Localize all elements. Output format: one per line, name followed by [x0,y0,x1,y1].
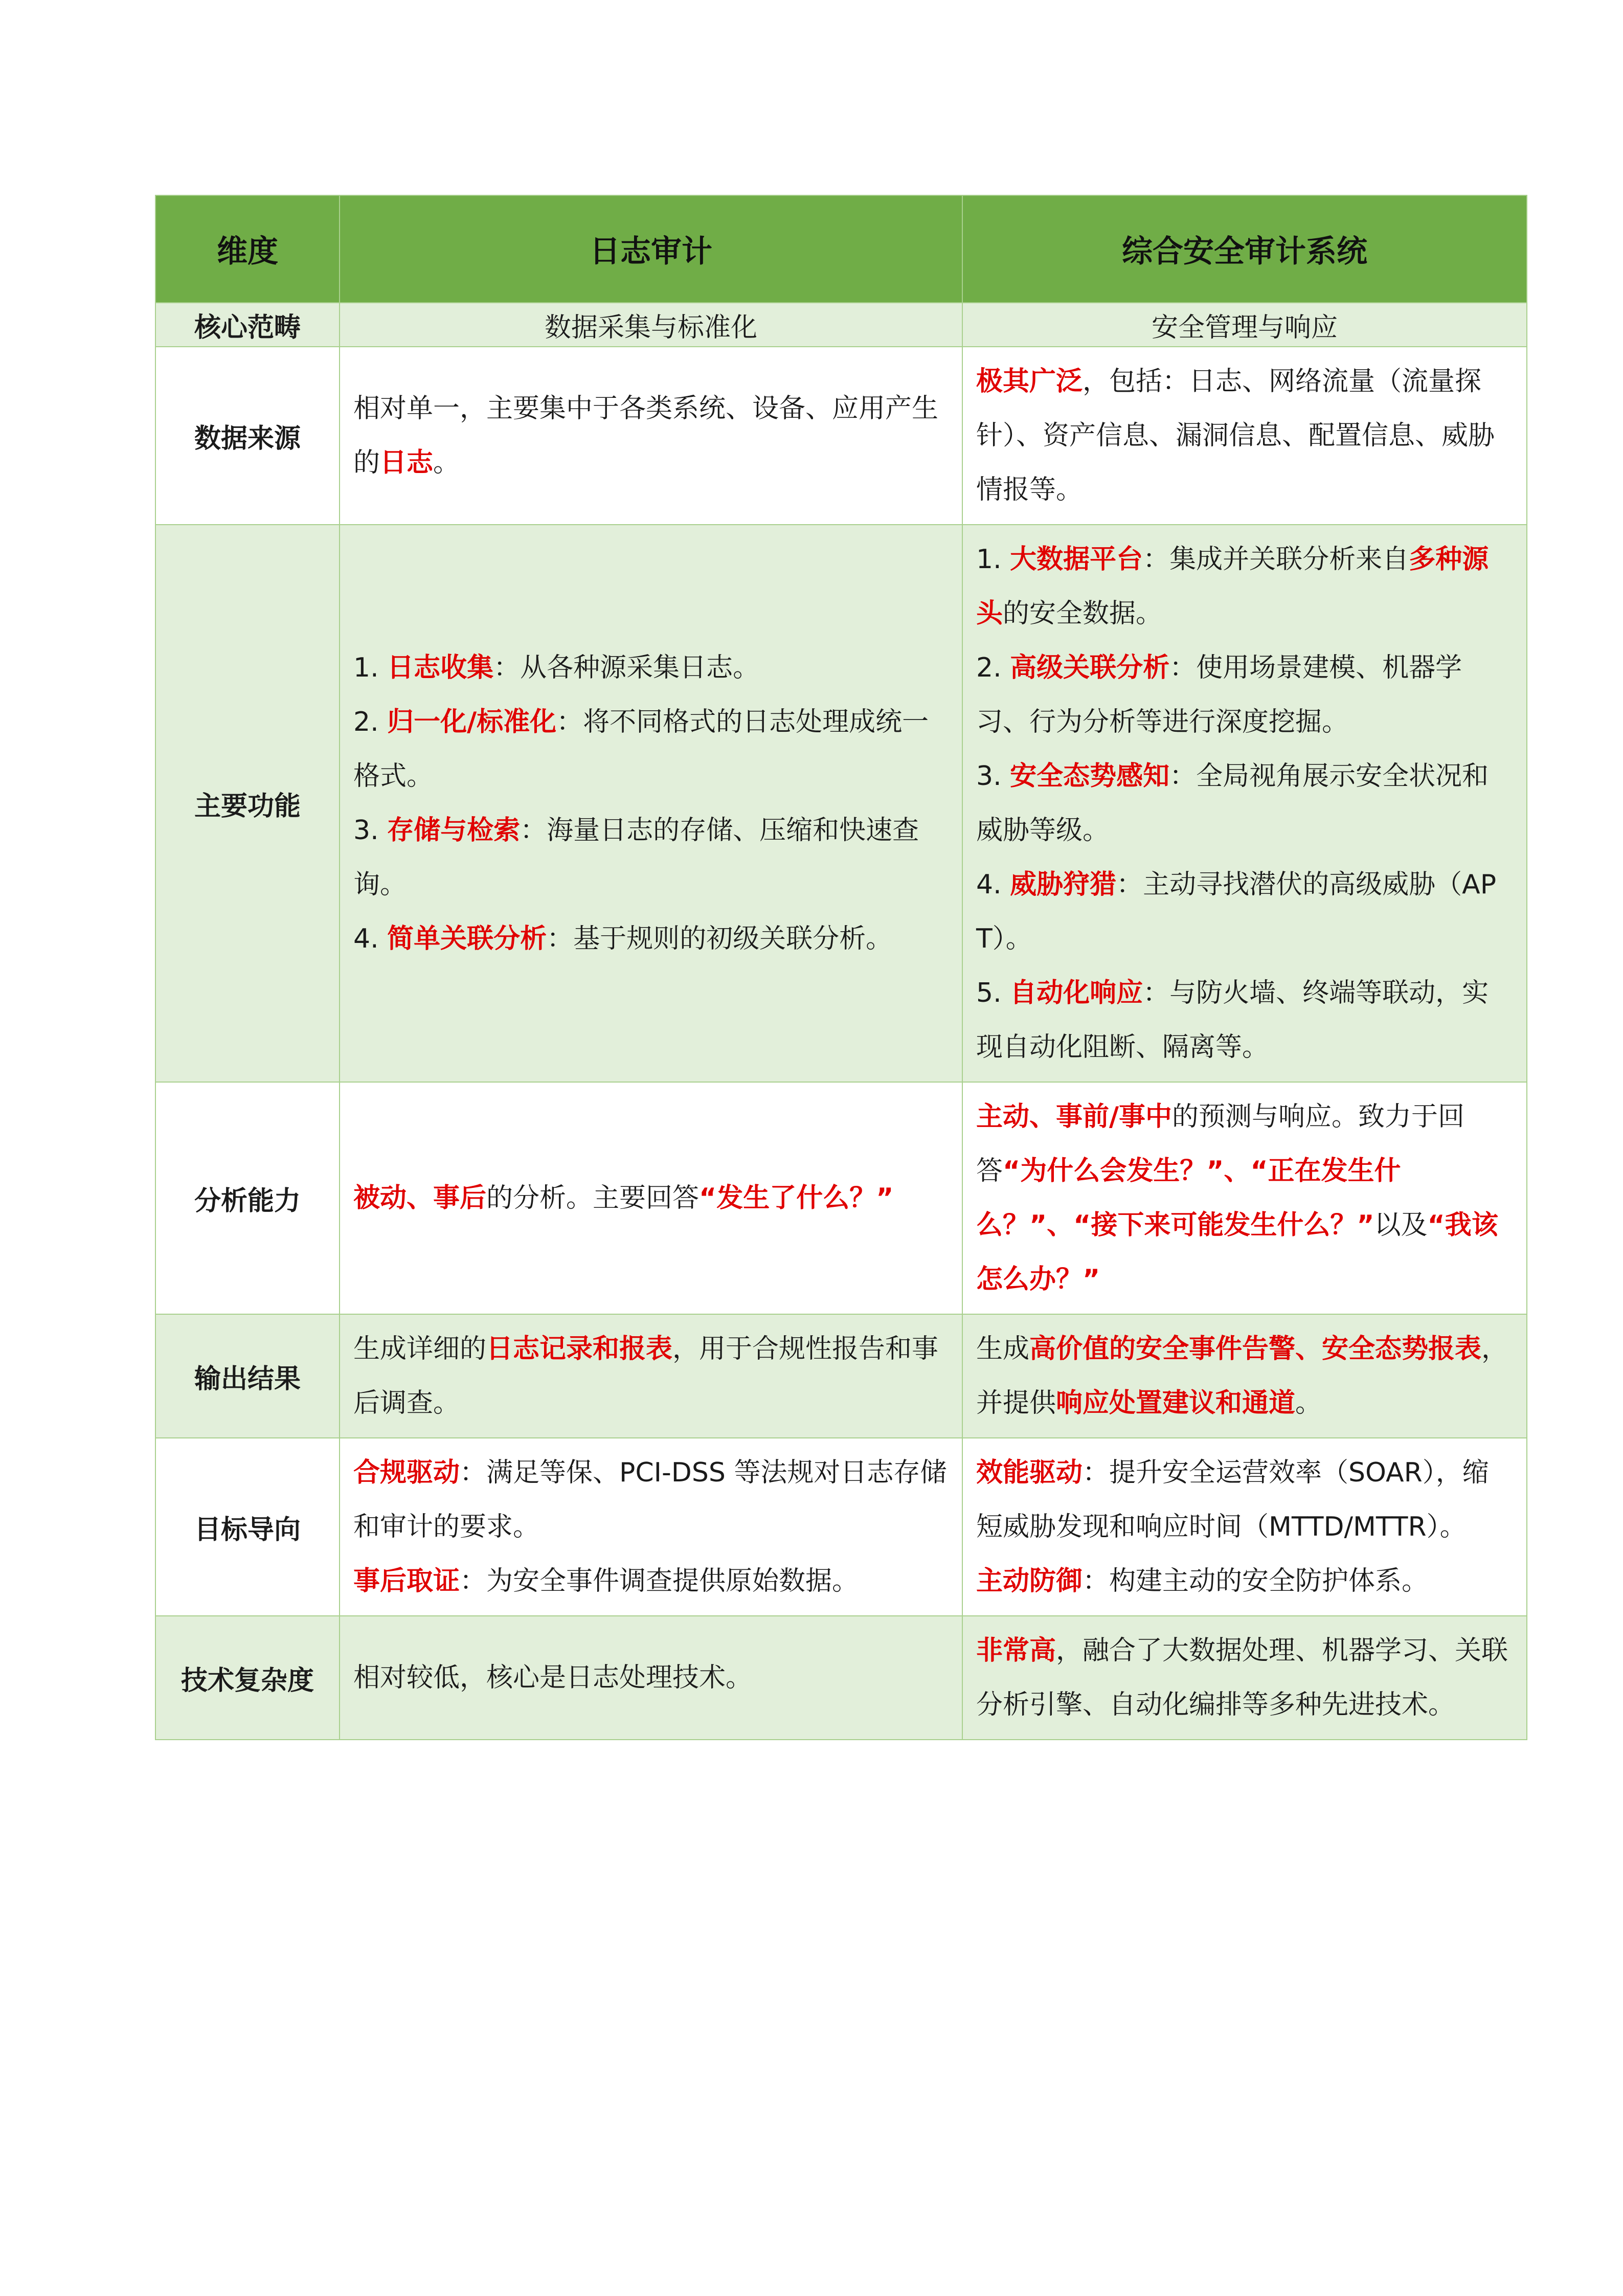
text: 生成 [976,1334,1030,1364]
highlight: 简单关联分析 [387,924,547,954]
item-number: 2. [353,707,388,737]
list-item [353,912,949,966]
text: ，用于合规性报告和事后调查。 [353,1334,939,1419]
text: 。 [433,447,460,478]
text: 。 [1295,1388,1322,1419]
text: ：满足等保、PCI-DSS 等法规对日志存储和审计的要求。 [353,1457,947,1542]
text: ：构建主动的安全防护体系。 [1083,1566,1429,1596]
text: ：全局视角展示安全状况和威胁等级。 [976,761,1489,846]
highlight: 日志收集 [387,652,494,683]
cell-log-tech-complexity [340,1616,962,1740]
text: ：为安全事件调查提供原始数据。 [460,1566,859,1596]
output-row [155,1314,1527,1438]
text: 相对较低，核心是日志处理技术。 [353,1662,753,1693]
row-label-tech-complexity: 技术复杂度 [155,1616,340,1740]
highlight: 安全态势感知 [1010,761,1170,792]
text: ：基于规则的初级关联分析。 [547,924,893,954]
text: ：将不同格式的日志处理成统一格式。 [353,707,929,792]
cell-log-output [340,1314,962,1438]
row-label-main-function: 主要功能 [155,525,340,1082]
list-item [976,858,1513,966]
text: ，并提供 [976,1334,1508,1419]
highlight: 归一化/标准化 [387,707,557,737]
list-item [976,1554,1513,1608]
text: 的安全数据。 [1003,598,1163,629]
highlight: 被动、事后 [353,1183,487,1213]
list-item [353,641,949,695]
row-label-analysis: 分析能力 [155,1082,340,1314]
row-label-core-scope: 核心范畴 [155,303,340,347]
header-security-audit-system: 综合安全审计系统 [962,195,1527,303]
highlight: 日志记录和报表 [486,1334,673,1364]
header-dimension: 维度 [155,195,340,303]
cell-log-goal [340,1438,962,1616]
text: ：与防火墙、终端等联动，实现自动化阻断、隔离等。 [976,978,1489,1063]
highlight: 事后取证 [353,1566,460,1596]
highlight: 非常高 [976,1635,1056,1666]
text: 以及 [1374,1210,1428,1241]
text: ，融合了大数据处理、机器学习、关联分析引擎、自动化编排等多种先进技术。 [976,1635,1508,1720]
highlight: 日志 [380,447,434,478]
item-number: 1. [353,652,388,683]
item-number: 1. [976,544,1010,575]
list-item [976,1446,1513,1554]
core-scope-row [155,303,1527,347]
comparison-table [155,195,1527,1740]
highlight: 主动防御 [976,1566,1083,1596]
cell-sys-main-function [962,525,1527,1082]
header-log-audit: 日志审计 [340,195,962,303]
highlight: 效能驱动 [976,1457,1083,1488]
text: 的分析。主要回答 [486,1183,700,1213]
highlight: 主动、事前/事中 [976,1101,1172,1132]
cell-sys-analysis [962,1082,1527,1314]
text: 相对单一，主要集中于各类系统、设备、应用产生的 [353,393,939,478]
highlight: 响应处置建议和通道 [1056,1388,1296,1419]
highlight: 威胁狩猎 [1010,869,1117,900]
row-label-output: 输出结果 [155,1314,340,1438]
list-item [353,803,949,912]
text: ：主动寻找潜伏的高级威胁（APT）。 [976,869,1497,954]
text: ：从各种源采集日志。 [493,652,760,683]
text: ，包括：日志、网络流量（流量探针）、资产信息、漏洞信息、配置信息、威胁情报等。 [976,366,1495,505]
highlight: 存储与检索 [387,815,521,846]
text: ：提升安全运营效率（SOAR），缩短威胁发现和响应时间（MTTD/MTTR）。 [976,1457,1489,1542]
tech-complexity-row [155,1616,1527,1740]
item-number: 3. [976,761,1010,792]
highlight: “发生了什么？” [699,1183,894,1213]
list-item [976,749,1513,858]
analysis-row [155,1082,1527,1314]
cell-sys-tech-complexity [962,1616,1527,1740]
item-number: 4. [976,869,1010,900]
highlight: 合规驱动 [353,1457,460,1488]
item-number: 5. [976,978,1010,1008]
row-label-goal: 目标导向 [155,1438,340,1616]
highlight: “我该怎么办？” [976,1210,1498,1295]
cell-sys-output [962,1314,1527,1438]
item-number: 3. [353,815,388,846]
text: ：集成并关联分析来自 [1143,544,1409,575]
goal-row [155,1438,1527,1616]
highlight: 高价值的安全事件告警、安全态势报表 [1029,1334,1482,1364]
highlight: 极其广泛 [976,366,1083,397]
highlight: 多种源头 [976,544,1489,629]
data-source-row [155,347,1527,525]
cell-sys-goal [962,1438,1527,1616]
item-number: 4. [353,924,388,954]
highlight: “为什么会发生？”、“正在发生什么？”、“接下来可能发生什么？” [976,1156,1401,1241]
cell-log-data-source [340,347,962,525]
list-item [353,1554,949,1608]
text: ：使用场景建模、机器学习、行为分析等进行深度挖掘。 [976,652,1462,737]
list-item [353,695,949,803]
text: ：海量日志的存储、压缩和快速查询。 [353,815,919,900]
item-number: 2. [976,652,1010,683]
highlight: 高级关联分析 [1010,652,1170,683]
list-item [976,966,1513,1074]
cell-log-analysis [340,1082,962,1314]
cell-log-core-scope: 数据采集与标准化 [340,303,962,347]
cell-sys-core-scope: 安全管理与响应 [962,303,1527,347]
row-label-data-source: 数据来源 [155,347,340,525]
list-item [353,1446,949,1554]
highlight: 自动化响应 [1010,978,1143,1008]
list-item [976,641,1513,749]
list-item [976,532,1513,641]
text: 生成详细的 [353,1334,487,1364]
cell-sys-data-source [962,347,1527,525]
highlight: 大数据平台 [1010,544,1143,575]
cell-log-main-function [340,525,962,1082]
main-function-row [155,525,1527,1082]
header-row [155,195,1527,303]
text: 的预测与响应。致力于回答 [976,1101,1465,1186]
